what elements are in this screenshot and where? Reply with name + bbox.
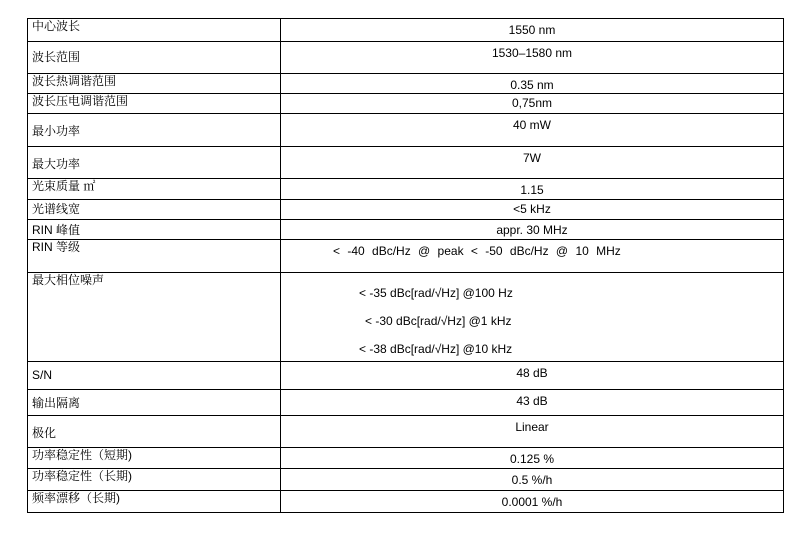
row-label: 波长压电调谐范围 — [28, 94, 281, 114]
table-row — [28, 147, 784, 179]
row-value — [281, 273, 784, 362]
row-value: 48 dB — [281, 362, 784, 390]
row-label: 频率漂移（长期) — [28, 491, 281, 513]
phase-noise-line: < -38 dBc[rad/√Hz] @10 kHz — [359, 342, 513, 356]
spec-table — [27, 18, 784, 513]
table-row — [28, 469, 784, 491]
row-label: 功率稳定性（长期) — [28, 469, 281, 491]
table-row — [28, 273, 784, 362]
row-value: 0.5 %/h — [281, 469, 784, 491]
row-label: RIN 等级 — [28, 240, 281, 273]
table-row — [28, 94, 784, 114]
phase-noise-line: < -30 dBc[rad/√Hz] @1 kHz — [365, 314, 512, 328]
table-row — [28, 448, 784, 469]
row-value: 0.35 nm — [281, 74, 784, 94]
table-row — [28, 416, 784, 448]
row-value: 1530–1580 nm — [281, 42, 784, 74]
row-value: 0,75nm — [281, 94, 784, 114]
row-label: 极化 — [28, 416, 281, 448]
row-value: < -40 dBc/Hz @ peak < -50 dBc/Hz @ 10 MHz — [281, 240, 784, 273]
table-row — [28, 114, 784, 147]
row-label: 输出隔离 — [28, 390, 281, 416]
row-value: <5 kHz appr. 30 MHz — [281, 200, 784, 240]
row-label: 光谱线宽 RIN 峰值 — [28, 200, 281, 240]
table-row — [28, 200, 784, 240]
row-value: 1550 nm — [281, 19, 784, 42]
row-value: 0.0001 %/h — [281, 491, 784, 513]
row-value: 7W — [281, 147, 784, 179]
row-label: 最大功率 — [28, 147, 281, 179]
table-row — [28, 240, 784, 273]
row-label: S/N — [28, 362, 281, 390]
table-row — [28, 42, 784, 74]
table-row — [28, 74, 784, 94]
row-label: 功率稳定性（短期) — [28, 448, 281, 469]
row-value: 43 dB — [281, 390, 784, 416]
table-row — [28, 362, 784, 390]
row-label: 波长范围 — [28, 42, 281, 74]
table-row — [28, 491, 784, 513]
row-label: 光束质量 ㎡ — [28, 179, 281, 200]
row-value: 1.15 — [281, 179, 784, 200]
phase-noise-line: < -35 dBc[rad/√Hz] @100 Hz — [359, 286, 513, 300]
table-row — [28, 179, 784, 200]
row-value: 0.125 % — [281, 448, 784, 469]
row-label: 最小功率 — [28, 114, 281, 147]
table-row — [28, 19, 784, 42]
table-row — [28, 390, 784, 416]
row-label: 波长热调谐范围 — [28, 74, 281, 94]
row-label: 中心波长 — [28, 19, 281, 42]
row-label: 最大相位噪声 — [28, 273, 281, 362]
row-value: 40 mW — [281, 114, 784, 147]
row-value: Linear — [281, 416, 784, 448]
